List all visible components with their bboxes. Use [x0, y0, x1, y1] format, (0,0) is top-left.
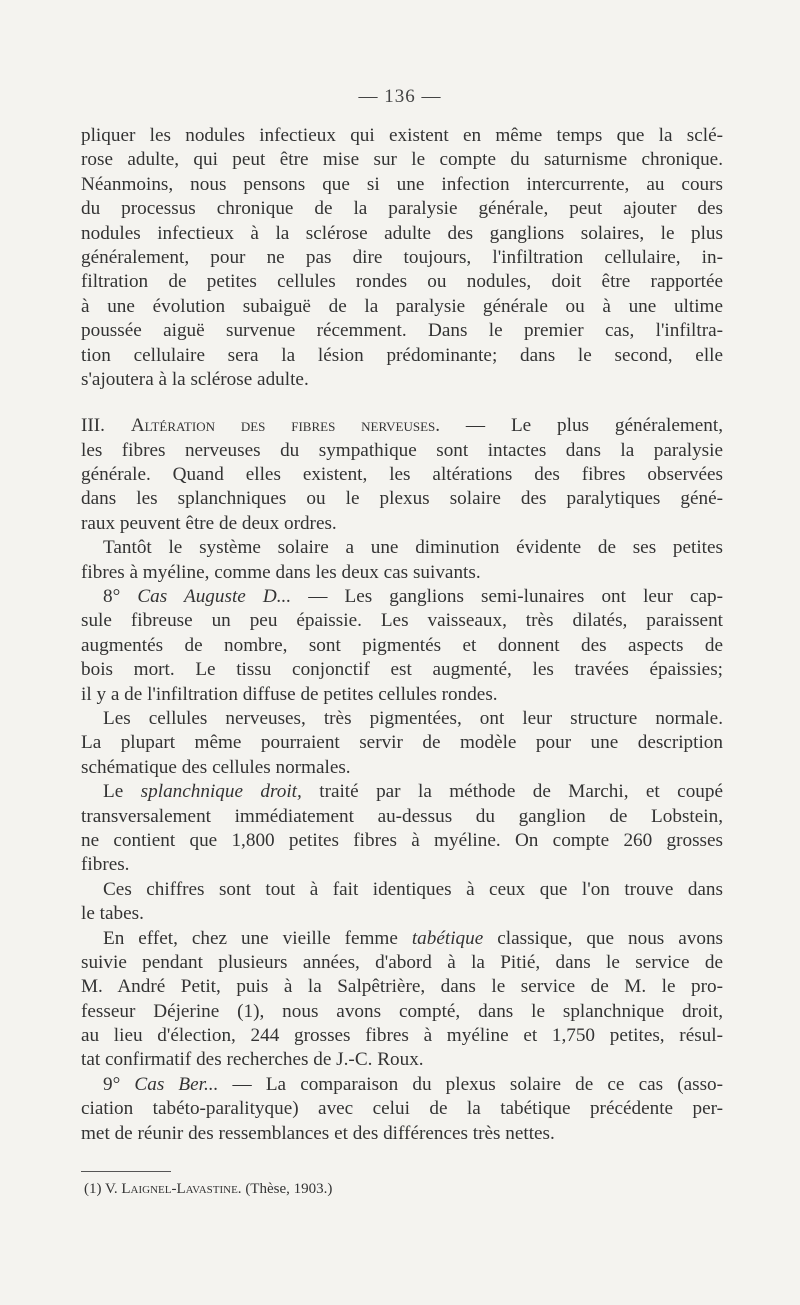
text-line: La plupart même pourraient servir de modèle pour une description	[81, 732, 723, 754]
text-line: fibres.	[81, 854, 130, 876]
text-line	[81, 585, 723, 609]
paragraph-6	[81, 780, 723, 878]
text-line: raux peuvent être de deux ordres.	[81, 512, 337, 534]
text-line: augmentés de nombre, sont pigmentés et donnent des aspects de	[81, 634, 723, 656]
text-line: dans les splanchniques ou le plexus solaire des paralytiques géné-	[81, 488, 723, 510]
text-line: tion cellulaire sera la lésion prédominante; dans le second, elle	[81, 344, 723, 366]
section-first-words: Le plus généralement,	[510, 415, 723, 437]
text-line: Ces chiffres sont tout à fait identiques à ceux que l'on trouve dans	[103, 878, 723, 900]
text-line: rose adulte, qui peut être mise sur le compte du saturnisme chronique.	[81, 149, 723, 171]
footnote	[84, 1181, 332, 1198]
case-text-start: — Les ganglions semi-lunaires ont leur cap-	[308, 586, 723, 608]
case-number: 9°	[103, 1073, 121, 1095]
text-line	[81, 780, 723, 804]
footnote-initial: V.	[104, 1181, 118, 1197]
footnote-marker: (1)	[84, 1181, 102, 1197]
text-line: M. André Petit, puis à la Salpêtrière, dans le service de M. le pro-	[81, 976, 723, 998]
text-line: sule fibreuse un peu épaissie. Les vaisseaux, très dilatés, paraissent	[81, 610, 723, 632]
section-title: Altération des fibres nerveuses.	[130, 415, 441, 437]
text-line: générale. Quand elles existent, les altérations des fibres observées	[81, 464, 723, 486]
text-line: les fibres nerveuses du sympathique sont intactes dans la paralysie	[81, 439, 723, 461]
case-9	[81, 1073, 723, 1146]
case-text-start: — La comparaison du plexus solaire de ce cas (asso-	[232, 1073, 723, 1095]
case-name: Cas Auguste D...	[137, 586, 292, 608]
text-line	[81, 927, 723, 951]
main-text	[81, 124, 723, 1146]
text-line	[81, 1073, 723, 1097]
paragraph-7	[81, 878, 723, 927]
text-line: Néanmoins, nous pensons que si une infection intercurrente, au cours	[81, 173, 723, 195]
case-8	[81, 585, 723, 707]
text-line: ne contient que 1,800 petites fibres à myéline. On compte 260 grosses	[81, 829, 723, 851]
text-line: bois mort. Le tissu conjonctif est augmenté, les travées épaissies;	[81, 659, 723, 681]
lead-word: Le	[103, 781, 124, 803]
page-number: — 136 —	[358, 86, 442, 107]
case-name: Cas Ber...	[134, 1073, 219, 1095]
case-number: 8°	[103, 586, 121, 608]
line-rest: classique, que nous avons	[497, 927, 723, 949]
section-heading-line	[81, 414, 723, 438]
text-line: à une évolution subaiguë de la paralysie générale ou à une ultime	[81, 295, 723, 317]
text-line: fesseur Déjerine (1), nous avons compté, dans le splanchnique droit,	[81, 1000, 723, 1022]
text-line: le tabes.	[81, 903, 144, 925]
text-line: généralement, pour ne pas dire toujours, l'infiltration cellulaire, in-	[81, 246, 723, 268]
text-line: tat confirmatif des recherches de J.-C. Roux.	[81, 1049, 424, 1071]
text-line: ciation tabéto-paralityque) avec celui de la tabétique précédente per-	[81, 1098, 723, 1120]
line-rest: traité par la méthode de Marchi, et coupé	[319, 781, 723, 803]
section-number: III.	[81, 415, 105, 437]
text-line: suivie pendant plusieurs années, d'abord à la Pitié, dans le service de	[81, 951, 723, 973]
text-line: il y a de l'infiltration diffuse de petites cellules rondes.	[81, 683, 498, 705]
text-line: du processus chronique de la paralysie générale, peut ajouter des	[81, 198, 723, 220]
footnote-separator	[81, 1171, 171, 1172]
section-iii	[81, 414, 723, 536]
footnote-author: Laignel-Lavastine.	[121, 1181, 242, 1197]
text-line: au lieu d'élection, 244 grosses fibres à myéline et 1,750 petites, résul-	[81, 1025, 723, 1047]
paragraph-8	[81, 927, 723, 1073]
text-line: nodules infectieux à la sclérose adulte des ganglions solaires, le plus	[81, 222, 723, 244]
text-line: met de réunir des ressemblances et des différences très nettes.	[81, 1122, 555, 1144]
text-line: s'ajoutera à la sclérose adulte.	[81, 368, 309, 390]
text-line: filtration de petites cellules rondes ou nodules, doit être rapportée	[81, 271, 723, 293]
paragraph-1	[81, 124, 723, 392]
footnote-reference: (Thèse, 1903.)	[245, 1181, 333, 1197]
paragraph-3	[81, 536, 723, 585]
text-line: pliquer les nodules infectieux qui existent en même temps que la sclé-	[81, 125, 723, 146]
text-line: schématique des cellules normales.	[81, 756, 351, 778]
text-line: transversalement immédiatement au-dessus du ganglion de Lobstein,	[81, 805, 723, 827]
text-line: fibres à myéline, comme dans les deux cas suivants.	[81, 561, 481, 583]
paragraph-5	[81, 707, 723, 780]
text-line: Tantôt le système solaire a une diminution évidente de ses petites	[103, 537, 723, 559]
section-dash: —	[465, 415, 486, 437]
italic-term: tabétique	[411, 927, 484, 949]
italic-term: splanchnique droit,	[140, 781, 302, 803]
text-line: Les cellules nerveuses, très pigmentées, ont leur structure normale.	[103, 707, 723, 729]
line-start: En effet, chez une vieille femme	[103, 927, 398, 949]
text-line: poussée aiguë survenue récemment. Dans le premier cas, l'infiltra-	[81, 320, 723, 342]
